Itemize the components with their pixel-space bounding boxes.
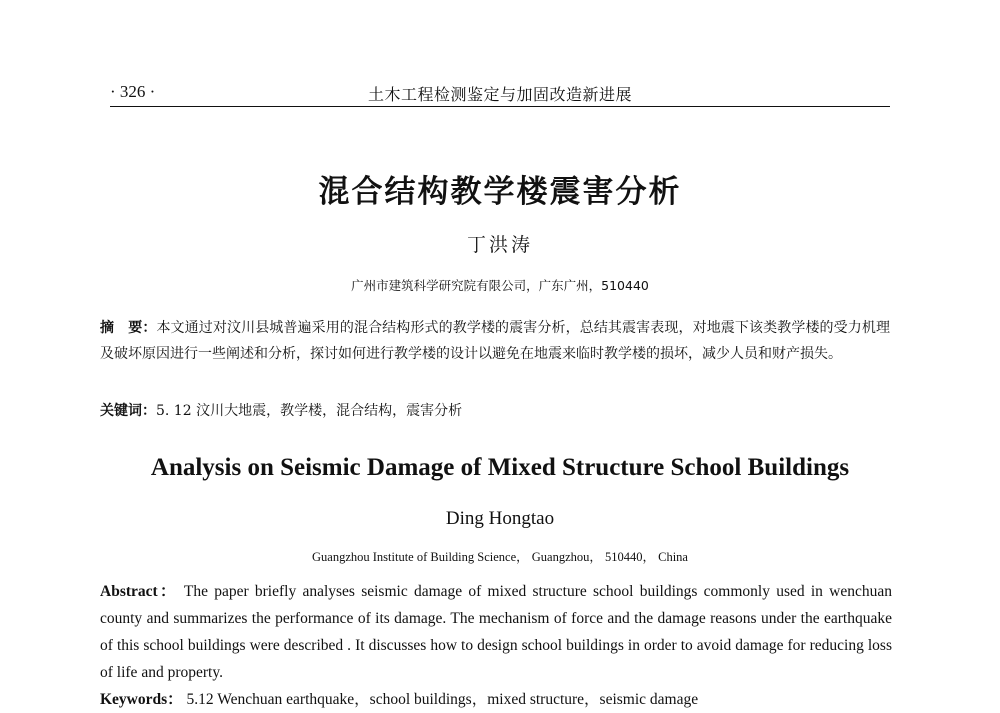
keywords-label-english: Keywords： — [100, 691, 183, 708]
page-number: · 326 · — [110, 82, 156, 101]
running-title: 土木工程检测鉴定与加固改造新进展 — [367, 85, 632, 104]
author-name-english: Ding Hongtao — [445, 508, 555, 529]
abstract-label-english: Abstract： — [100, 583, 178, 600]
keywords-text-english: 5.12 Wenchuan earthquake，school buildings，mixed structure，seismic damage — [182, 691, 699, 708]
keywords-label-chinese: 关键词： — [100, 403, 156, 419]
abstract-chinese — [100, 315, 890, 367]
keywords-english — [100, 686, 892, 708]
article-title-english: Analysis on Seismic Damage of Mixed Structure School Buildings — [150, 454, 850, 481]
abstract-text-chinese: 本文通过对汶川县城普遍采用的混合结构形式的教学楼的震害分析，总结其震害表现，对地震下该类教学楼的受力机理及破坏原因进行一些阐述和分析，探讨如何进行教学楼的设计以避免在地震来临时教学楼的损坏，减少人员和财产损失。 — [100, 320, 890, 362]
author-name-chinese: 丁洪涛 — [466, 234, 533, 256]
affiliation-english: Guangzhou Institute of Building Science， Guangzhou， 510440， China — [312, 550, 688, 564]
article-title-chinese: 混合结构教学楼震害分析 — [318, 174, 682, 210]
keywords-text-chinese: 5. 12 汶川大地震，教学楼，混合结构，震害分析 — [156, 403, 463, 419]
affiliation-chinese: 广州市建筑科学研究院有限公司，广东广州，510440 — [351, 278, 649, 293]
abstract-text-english: The paper briefly analyses seismic damage of mixed structure school buildings commonly used in wenchuan county and summarizes the performance of its damage. The mechanism of force and the damage reasons under the earthquake of this school buildings were described . It discusses how to design school buildings in order to avoid damage for reducing loss of life and property. — [100, 583, 892, 681]
keywords-chinese — [100, 398, 890, 424]
abstract-english — [100, 578, 892, 686]
abstract-label-chinese: 摘 要： — [100, 320, 157, 336]
running-header — [110, 82, 890, 107]
